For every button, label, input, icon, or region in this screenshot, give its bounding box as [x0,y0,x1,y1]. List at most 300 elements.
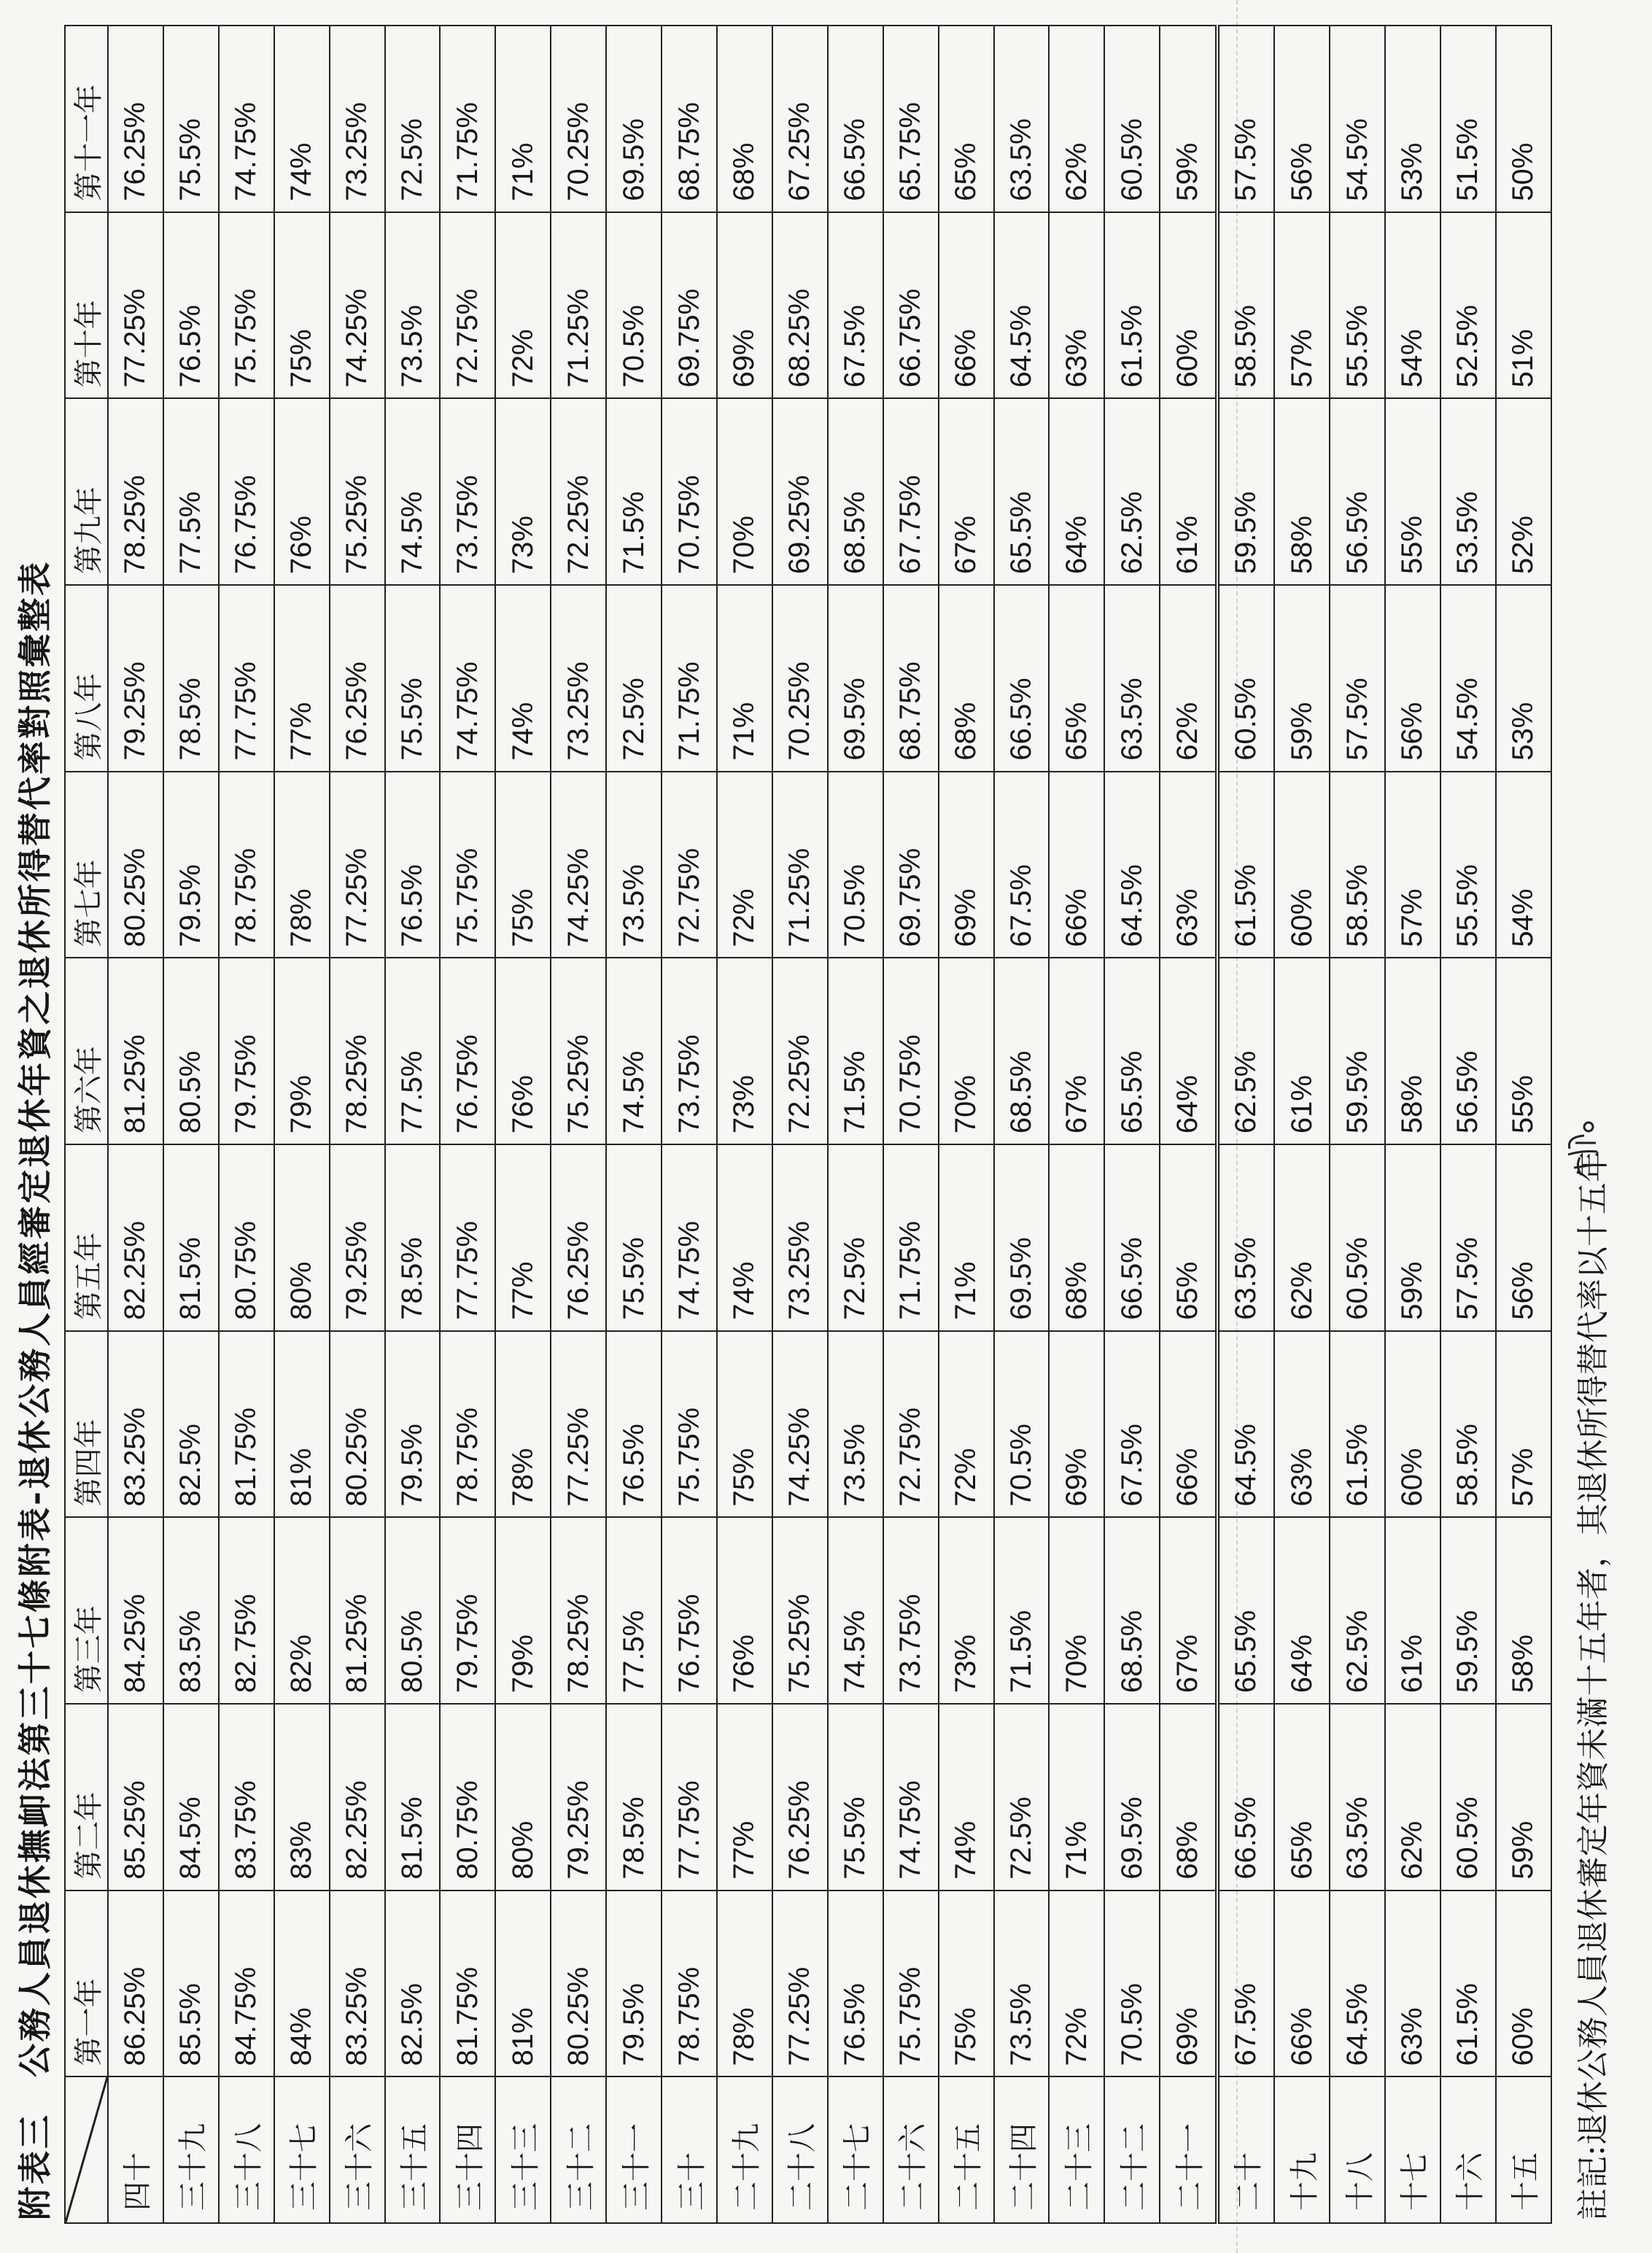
rate-cell: 69.5% [994,1144,1050,1331]
rate-cell: 80.75% [440,1704,495,1891]
rate-cell: 72.75% [662,772,717,958]
table-row [1496,26,1551,2223]
rate-cell: 75% [939,1891,994,2077]
row-label: 二十七 [828,2076,883,2223]
rate-cell: 79.5% [163,772,219,958]
rate-cell: 77.75% [219,585,274,772]
rate-cell: 75.5% [606,1144,662,1331]
rate-cell: 73.25% [772,1144,828,1331]
rate-cell: 79.25% [108,585,163,772]
rate-cell: 60% [1160,212,1217,399]
rate-cell: 75.75% [883,1891,939,2077]
rate-cell: 70.5% [606,212,662,399]
row-label: 二十五 [939,2076,994,2223]
rate-cell: 58% [1385,958,1440,1144]
rate-cell: 60.5% [1104,26,1160,212]
rate-cell: 82.5% [163,1331,219,1518]
rate-cell: 76.25% [108,26,163,212]
rate-cell: 65% [1049,585,1104,772]
rate-cell: 76.75% [219,398,274,585]
table-row [662,26,717,2223]
rate-cell: 60% [1274,772,1330,958]
column-header: 第六年 [65,958,108,1144]
rate-cell: 80.5% [163,958,219,1144]
rate-cell: 78.25% [551,1517,606,1704]
row-label: 三十八 [219,2076,274,2223]
rate-cell: 71.75% [883,1144,939,1331]
rate-cell: 50% [1496,26,1551,212]
rate-cell: 64% [1049,398,1104,585]
rate-cell: 69.5% [606,26,662,212]
rate-cell: 73.75% [662,958,717,1144]
rate-cell: 75.5% [163,26,219,212]
table-row [1274,26,1330,2223]
rate-cell: 62% [1385,1704,1440,1891]
rate-cell: 61.5% [1440,1891,1496,2077]
rate-cell: 80% [495,1704,551,1891]
row-label: 十六 [1440,2076,1496,2223]
rate-cell: 80.25% [108,772,163,958]
rate-cell: 76.25% [772,1704,828,1891]
rate-cell: 54.5% [1330,26,1385,212]
table-row [939,26,994,2223]
document-title: 附表三 公務人員退休撫卹法第三十七條附表-退休公務人員經審定退休年資之退休所得替代率對照彙整表 [15,559,55,2220]
rate-cell: 51.5% [1440,26,1496,212]
rate-cell: 72.5% [606,585,662,772]
rate-cell: 82.25% [330,1704,385,1891]
rate-cell: 77% [717,1704,772,1891]
rate-cell: 66% [1160,1331,1217,1518]
rate-cell: 55% [1385,398,1440,585]
column-header: 第十年 [65,212,108,399]
rate-cell: 75% [274,212,330,399]
rate-cell: 78.25% [108,398,163,585]
rate-cell: 78.5% [606,1704,662,1891]
rate-cell: 55% [1496,958,1551,1144]
rate-cell: 72% [717,772,772,958]
rate-cell: 73% [939,1517,994,1704]
rate-cell: 65.5% [1217,1517,1274,1704]
table-row [163,26,219,2223]
rate-cell: 52% [1496,398,1551,585]
rate-cell: 73.25% [330,26,385,212]
row-label: 三十五 [385,2076,441,2223]
row-label: 二十四 [994,2076,1050,2223]
table-row [717,26,772,2223]
rate-cell: 73.5% [994,1891,1050,2077]
rate-cell: 68% [717,26,772,212]
rate-cell: 78.5% [385,1144,441,1331]
row-label: 二十二 [1104,2076,1160,2223]
rate-cell: 67.5% [994,772,1050,958]
row-label: 二十三 [1049,2076,1104,2223]
rate-cell: 64% [1160,958,1217,1144]
rate-cell: 83.25% [330,1891,385,2077]
rate-cell: 77.25% [772,1891,828,2077]
rate-cell: 58% [1496,1517,1551,1704]
rate-cell: 71% [717,585,772,772]
rate-cell: 80.5% [385,1517,441,1704]
rate-cell: 68% [1160,1704,1217,1891]
row-label: 二十一 [1160,2076,1217,2223]
rate-cell: 54% [1385,212,1440,399]
rate-cell: 71.75% [662,585,717,772]
column-header: 第三年 [65,1517,108,1704]
table-row [330,26,385,2223]
rate-cell: 67% [1049,958,1104,1144]
rate-cell: 83% [274,1704,330,1891]
rate-cell: 79% [274,958,330,1144]
rate-cell: 75.75% [440,772,495,958]
rate-cell: 76.75% [662,1517,717,1704]
rate-cell: 70.75% [883,958,939,1144]
table-row [606,26,662,2223]
rate-cell: 60% [1496,1891,1551,2077]
rate-cell: 77% [274,585,330,772]
rate-cell: 71.25% [551,212,606,399]
rate-cell: 76% [717,1517,772,1704]
rate-cell: 59.5% [1440,1517,1496,1704]
rate-cell: 62.5% [1217,958,1274,1144]
rate-cell: 54% [1496,772,1551,958]
rate-cell: 74.25% [330,212,385,399]
rate-cell: 57% [1274,212,1330,399]
table-row [772,26,828,2223]
rate-cell: 66.5% [1104,1144,1160,1331]
table-row [828,26,883,2223]
rate-cell: 77.5% [163,398,219,585]
rate-cell: 69% [939,772,994,958]
rate-cell: 76.5% [385,772,441,958]
row-label: 二十六 [883,2076,939,2223]
rate-cell: 75.5% [828,1704,883,1891]
table-row [440,26,495,2223]
rate-cell: 75% [495,772,551,958]
rate-cell: 62.5% [1104,398,1160,585]
rate-cell: 77.75% [662,1704,717,1891]
rate-cell: 67.25% [772,26,828,212]
rate-cell: 81.5% [163,1144,219,1331]
rate-cell: 64.5% [1104,772,1160,958]
rate-cell: 56.5% [1440,958,1496,1144]
column-header: 第九年 [65,398,108,585]
rate-cell: 71.5% [994,1517,1050,1704]
rate-cell: 57.5% [1440,1144,1496,1331]
rate-cell: 72.5% [828,1144,883,1331]
rate-cell: 53.5% [1440,398,1496,585]
table-row [1104,26,1160,2223]
rate-cell: 83.25% [108,1331,163,1518]
rate-cell: 76% [495,958,551,1144]
rate-cell: 68.75% [883,585,939,772]
rate-cell: 69.5% [1104,1704,1160,1891]
rate-cell: 66% [1274,1891,1330,2077]
rate-cell: 65.75% [883,26,939,212]
rate-cell: 72% [495,212,551,399]
rate-cell: 68.5% [828,398,883,585]
table-row [1217,26,1274,2223]
rate-cell: 68.25% [772,212,828,399]
rate-cell: 84.75% [219,1891,274,2077]
rate-cell: 70% [939,958,994,1144]
rate-cell: 67.5% [1104,1331,1160,1518]
rate-cell: 75.25% [551,958,606,1144]
rate-cell: 82.25% [108,1144,163,1331]
rate-cell: 75.75% [219,212,274,399]
column-header: 第一年 [65,1891,108,2077]
rate-cell: 71.75% [440,26,495,212]
table-row [219,26,274,2223]
rate-cell: 84% [274,1891,330,2077]
rate-cell: 68.5% [1104,1517,1160,1704]
rate-cell: 67.5% [828,212,883,399]
table-row [495,26,551,2223]
rate-cell: 59% [1274,585,1330,772]
rate-cell: 66.5% [1217,1704,1274,1891]
rate-cell: 76.5% [828,1891,883,2077]
row-label: 二十 [1217,2076,1274,2223]
rate-cell: 76.5% [163,212,219,399]
rate-cell: 77.25% [330,772,385,958]
table-row [108,26,163,2223]
column-header: 第二年 [65,1704,108,1891]
table-row [1330,26,1385,2223]
rate-cell: 73.75% [883,1517,939,1704]
rate-cell: 66.5% [828,26,883,212]
rate-cell: 60% [1385,1331,1440,1518]
rate-cell: 66.75% [883,212,939,399]
table-row [994,26,1050,2223]
rate-cell: 81.25% [108,958,163,1144]
rate-cell: 67% [939,398,994,585]
rate-cell: 61% [1274,958,1330,1144]
row-label: 三十一 [606,2076,662,2223]
rate-cell: 56.5% [1330,398,1385,585]
column-header: 第十一年 [65,26,108,212]
rate-cell: 67% [1160,1517,1217,1704]
rate-cell: 74% [717,1144,772,1331]
rate-cell: 52.5% [1440,212,1496,399]
rate-cell: 82.5% [385,1891,441,2077]
rate-cell: 59% [1496,1704,1551,1891]
rate-cell: 76.25% [330,585,385,772]
rate-cell: 73% [495,398,551,585]
rate-cell: 72.75% [883,1331,939,1518]
rate-cell: 76.5% [606,1331,662,1518]
rate-cell: 81.75% [440,1891,495,2077]
rate-cell: 59% [1385,1144,1440,1331]
row-label: 十七 [1385,2076,1440,2223]
rate-cell: 83.75% [219,1704,274,1891]
table-header-row [65,26,108,2223]
rate-cell: 72% [1049,1891,1104,2077]
column-header: 第七年 [65,772,108,958]
rate-cell: 63.5% [1330,1704,1385,1891]
rate-cell: 75.75% [662,1331,717,1518]
rate-cell: 86.25% [108,1891,163,2077]
rate-cell: 79.25% [330,1144,385,1331]
rate-cell: 74% [939,1704,994,1891]
rate-cell: 71.5% [606,398,662,585]
row-label: 三十 [662,2076,717,2223]
rate-cell: 70.5% [1104,1891,1160,2077]
rate-cell: 53% [1496,585,1551,772]
rate-cell: 76.75% [440,958,495,1144]
rate-cell: 61.5% [1217,772,1274,958]
column-header: 第五年 [65,1144,108,1331]
column-header: 第八年 [65,585,108,772]
rate-cell: 68.5% [994,958,1050,1144]
rate-cell: 74.5% [606,958,662,1144]
rate-cell: 74.75% [219,26,274,212]
rate-cell: 74.5% [828,1517,883,1704]
table-row [274,26,330,2223]
rate-cell: 64.5% [1330,1891,1385,2077]
rate-cell: 58.5% [1440,1331,1496,1518]
rate-cell: 66% [1049,772,1104,958]
rate-cell: 57% [1496,1331,1551,1518]
rate-cell: 69.75% [883,772,939,958]
rate-cell: 68.75% [662,26,717,212]
rate-cell: 63% [1160,772,1217,958]
rate-cell: 69.75% [662,212,717,399]
rate-cell: 67.75% [883,398,939,585]
rate-cell: 60.5% [1217,585,1274,772]
rate-cell: 56% [1274,26,1330,212]
rate-cell: 65% [1160,1144,1217,1331]
rate-cell: 70.5% [994,1331,1050,1518]
rate-cell: 54.5% [1440,585,1496,772]
handwritten-note [1554,1115,1605,1181]
rate-cell: 72.25% [772,958,828,1144]
rate-cell: 74.75% [440,585,495,772]
rate-cell: 55.5% [1440,772,1496,958]
rate-cell: 70% [1049,1517,1104,1704]
rate-cell: 77.75% [440,1144,495,1331]
table-row [1440,26,1496,2223]
rate-cell: 71.5% [828,958,883,1144]
rate-cell: 74.75% [883,1704,939,1891]
rate-cell: 60.5% [1330,1144,1385,1331]
rate-cell: 74% [274,26,330,212]
row-label: 二十九 [717,2076,772,2223]
rate-cell: 62% [1274,1144,1330,1331]
rate-cell: 80.25% [330,1331,385,1518]
rate-cell: 75.5% [385,585,441,772]
rate-cell: 81% [495,1891,551,2077]
rate-cell: 61% [1160,398,1217,585]
rate-cell: 71% [1049,1704,1104,1891]
replacement-rate-table [64,25,1552,2224]
rate-cell: 78.25% [330,958,385,1144]
rate-cell: 81.75% [219,1331,274,1518]
rate-cell: 73.25% [551,585,606,772]
rate-cell: 80.25% [551,1891,606,2077]
rate-cell: 74.5% [385,398,441,585]
rate-cell: 73.5% [385,212,441,399]
rate-cell: 78% [274,772,330,958]
rate-cell: 70.5% [828,772,883,958]
rate-cell: 83.5% [163,1517,219,1704]
rate-cell: 69.25% [772,398,828,585]
rate-cell: 73% [717,958,772,1144]
rate-cell: 57.5% [1217,26,1274,212]
table-row [551,26,606,2223]
rate-cell: 72.75% [440,212,495,399]
rate-cell: 72.25% [551,398,606,585]
rate-cell: 62.5% [1330,1517,1385,1704]
rate-cell: 79.75% [440,1517,495,1704]
rate-cell: 73.75% [440,398,495,585]
rate-cell: 77.25% [108,212,163,399]
rate-cell: 81% [274,1331,330,1518]
rate-cell: 74% [495,585,551,772]
rate-cell: 57% [1385,772,1440,958]
row-label: 三十七 [274,2076,330,2223]
rate-cell: 51% [1496,212,1551,399]
rate-cell: 58.5% [1330,772,1385,958]
rate-cell: 69% [1049,1331,1104,1518]
rate-cell: 65.5% [994,398,1050,585]
rate-cell: 77.5% [606,1517,662,1704]
table-row [1385,26,1440,2223]
rate-cell: 72.5% [994,1704,1050,1891]
rate-cell: 77.25% [551,1331,606,1518]
rate-cell: 85.25% [108,1704,163,1891]
rate-cell: 70.25% [772,585,828,772]
table-row [1160,26,1217,2223]
rate-cell: 78.75% [440,1331,495,1518]
rate-cell: 85.5% [163,1891,219,2077]
rate-cell: 75.25% [330,398,385,585]
page-fold-line [1236,0,1238,2253]
row-label: 十九 [1274,2076,1330,2223]
rate-cell: 61% [1385,1517,1440,1704]
rate-cell: 59.5% [1217,398,1274,585]
rate-cell: 67.5% [1217,1891,1274,2077]
rate-cell: 63.5% [1104,585,1160,772]
rate-cell: 81.5% [385,1704,441,1891]
table-row [1049,26,1104,2223]
rate-cell: 77% [495,1144,551,1331]
rate-cell: 71% [495,26,551,212]
rate-cell: 66.5% [994,585,1050,772]
row-label: 三十三 [495,2076,551,2223]
rate-cell: 82% [274,1517,330,1704]
rate-cell: 65% [939,26,994,212]
rate-cell: 72% [939,1331,994,1518]
row-label: 十五 [1496,2076,1551,2223]
rate-cell: 79.25% [551,1704,606,1891]
row-label: 三十六 [330,2076,385,2223]
rate-cell: 84.5% [163,1704,219,1891]
rate-cell: 76% [274,398,330,585]
rate-cell: 64% [1274,1517,1330,1704]
rate-cell: 64.5% [994,212,1050,399]
rate-cell: 61.5% [1330,1331,1385,1518]
rate-cell: 68% [1049,1144,1104,1331]
rate-cell: 59.5% [1330,958,1385,1144]
rate-cell: 76.25% [551,1144,606,1331]
column-header: 第四年 [65,1331,108,1518]
row-label: 二十八 [772,2076,828,2223]
rate-cell: 56% [1496,1144,1551,1331]
rate-cell: 77.5% [385,958,441,1144]
row-label: 四十 [108,2076,163,2223]
rate-cell: 66% [939,212,994,399]
rate-cell: 71% [939,1144,994,1331]
rate-cell: 68% [939,585,994,772]
